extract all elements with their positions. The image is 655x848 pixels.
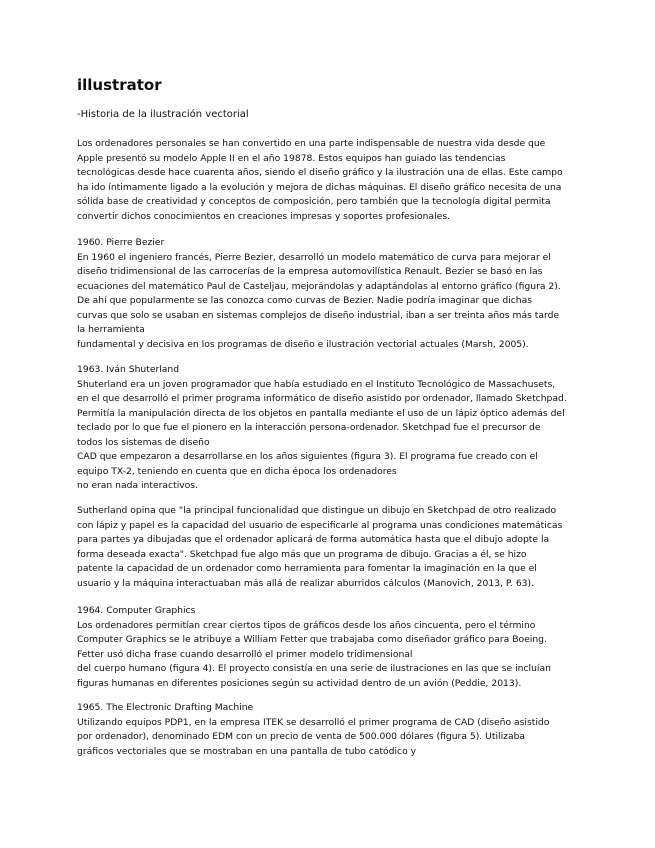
paragraph-line: la herramienta [77,324,145,335]
paragraph-line: ecuaciones del matemático Paul de Casteljau, mejorándolas y adaptándolas al entorno gráfico (figura 2). [77,280,561,292]
paragraph-line: En 1960 el ingeniero francés, Pierre Bezier, desarrolló un modelo matemático de curva para mejorar el [77,251,551,263]
paragraph-line: CAD que empezaron a desarrollarse en los años siguientes (figura 3). El programa fue creado con el [77,451,538,462]
paragraph-line: Shuterland era un joven programador que había estudiado en el Instituto Tecnológico de Massachusets, [77,378,556,390]
paragraph-line: Computer Graphics se le atribuye a William Fetter que trabajaba como diseñador gráfico para Boeing. [77,634,547,645]
paragraph-line: tecnológicas desde hace cuarenta años, siendo el diseño gráfico y la ilustración una de ellas. Este campo [77,167,563,178]
section-heading: 1964. Computer Graphics [77,605,196,616]
paragraph-line: para partes ya dibujadas que el ordenador aplicará de forma automática hasta que el dibujo adopte la [77,534,550,545]
paragraph-line: curvas que solo se usaban en sistemas complejos de diseño industrial, iban a ser treinta años más tarde [77,309,560,321]
paragraph-line: no eran nada interactivos. [77,480,199,491]
paragraph-line: Permitía la manipulación directa de los objetos en pantalla mediante el uso de un lápiz óptico además del [77,407,565,419]
paragraph-line: todos los sistemas de diseño [77,436,210,448]
section-heading: 1965. The Electronic Drafting Machine [77,702,254,713]
paragraph-line: figuras humanas en diferentes posiciones según su actividad dentro de un avión (Peddie, 2013). [77,677,522,689]
paragraph-line: fundamental y decisiva en los programas de diseño e ilustración vectorial actuales (Marsh, 2005). [77,338,529,350]
paragraph-line: ha ido íntimamente ligado a la evolución y mejora de dichas máquinas. El diseño gráfico necesita de una [77,181,562,193]
section-sutherland-quote [77,504,597,591]
paragraph-line: teclado por lo que fue el pionero en la interacción persona-ordenador. Sketchpad fue el precursor de [77,422,541,433]
document-subtitle: -Historia de la ilustración vectorial [77,109,249,120]
paragraph-line: Sutherland opina que "la principal funcionalidad que distingue un dibujo en Sketchpad de otro realizado [77,505,557,516]
paragraph-line: Utilizando equipos PDP1, en la empresa ITEK se desarrolló el primer programa de CAD (diseño asistido [77,716,550,728]
paragraph-line: diseño tridimensional de las carrocerías de la empresa automovilística Renault. Bezier se basó en las [77,266,543,277]
paragraph-line: sólida base de creatividad y conceptos de composición, pero también que la tecnología digital permita [77,196,551,207]
section-heading: 1960. Pierre Bezier [77,237,165,248]
paragraph-line: Los ordenadores permitían crear ciertos tipos de gráficos desde los años cincuenta, pero el término [77,619,536,631]
paragraph-line: convertir dichos conocimientos en creaciones impresas y soportes profesionales. [77,210,451,222]
paragraph-line: en el que desarrolló el primer programa informático de diseño asistido por ordenador, llamado Sketchpad. [77,393,567,404]
paragraph-line: por ordenador), denominado EDM con un precio de venta de 500.000 dólares (figura 5). Utilizaba [77,731,526,742]
paragraph-line: patente la capacidad de un ordenador como herramienta para fomentar la imaginación en la que el [77,563,537,574]
section-1960 [77,236,597,352]
paragraph-line: con lápiz y papel es la capacidad del usuario de especificarle al programa unas condiciones matemáticas [77,519,563,531]
section-1963 [77,363,597,494]
intro-paragraph [77,137,597,224]
paragraph-line: Apple presentó su modelo Apple II en el año 19878. Estos equipos han guiado las tendencias [77,152,506,164]
document-title: illustrator [77,76,162,94]
paragraph-line: Los ordenadores personales se han convertido en una parte indispensable de nuestra vida desde que [77,138,546,149]
paragraph-line: De ahí que popularmente se las conozca como curvas de Bezier. Nadie podría imaginar que dichas [77,295,533,306]
section-heading: 1963. Iván Shuterland [77,364,180,375]
paragraph-line: equipo TX-2, teniendo en cuenta que en dicha época los ordenadores [77,465,397,477]
paragraph-line: usuario y la máquina interactuaban más allá de realizar aburridos cálculos (Manovich, 2013, P. 63). [77,577,535,589]
paragraph-line: Fetter usó dicha frase cuando desarrolló el primer modelo tridimensional [77,648,413,660]
section-1964 [77,604,597,691]
paragraph-line: forma deseada exacta". Sketchpad fue algo más que un programa de dibujo. Gracias a él, se hizo [77,548,527,560]
paragraph-line: gráficos vectoriales que se mostraban en una pantalla de tubo catódico y [77,745,417,757]
paragraph-line: del cuerpo humano (figura 4). El proyecto consistía en una serie de ilustraciones en las que se incluían [77,663,551,674]
section-1965 [77,701,597,759]
